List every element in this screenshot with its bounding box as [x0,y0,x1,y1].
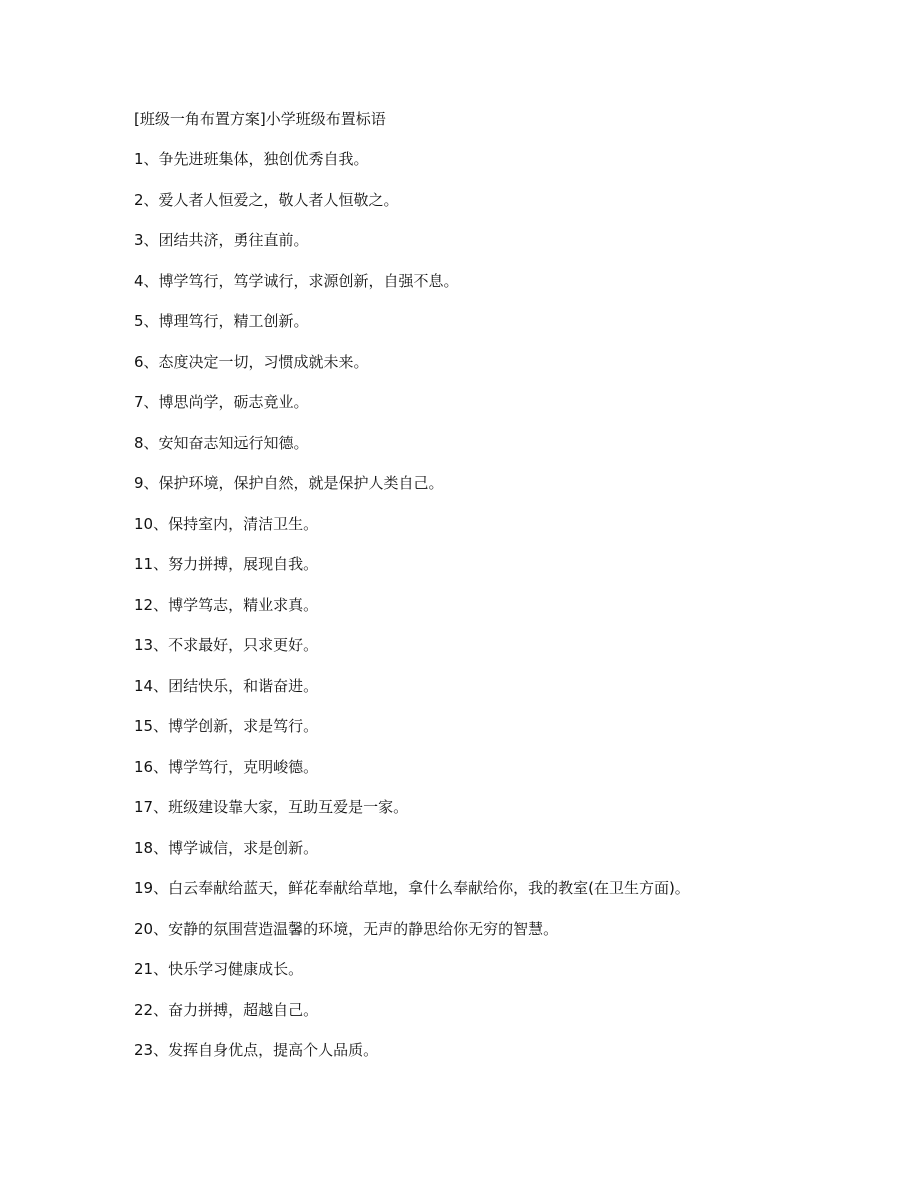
list-item: 23、发挥自身优点，提高个人品质。 [134,1041,379,1059]
list-item: 22、奋力拼搏，超越自己。 [134,1000,319,1019]
list-item: 13、不求最好，只求更好。 [134,636,319,654]
list-item: 20、安静的氛围营造温馨的环境，无声的静思给你无穷的智慧。 [134,919,559,938]
list-item: 12、博学笃志，精业求真。 [134,595,319,614]
list-item: 1、争先进班集体，独创优秀自我。 [134,150,369,168]
list-item: 8、安知奋志知远行知德。 [134,433,309,452]
list-item: 16、博学笃行，克明峻德。 [134,757,319,776]
list-item: 9、保护环境，保护自然，就是保护人类自己。 [134,474,444,492]
list-item: 18、博学诚信，求是创新。 [134,838,319,857]
list-item: 19、白云奉献给蓝天，鲜花奉献给草地，拿什么奉献给你，我的教室(在卫生方面)。 [134,879,690,897]
list-item: 14、团结快乐，和谐奋进。 [134,676,319,695]
list-item: 6、态度决定一切，习惯成就未来。 [134,352,369,371]
list-item: 7、博思尚学，砺志竟业。 [134,393,309,411]
list-item: 5、博理笃行，精工创新。 [134,312,309,330]
list-item: 2、爱人者人恒爱之，敬人者人恒敬之。 [134,190,399,209]
list-item: 3、团结共济，勇往直前。 [134,231,309,249]
list-item: 15、博学创新，求是笃行。 [134,717,319,735]
slogan-list [134,148,690,1080]
document-title: [班级一角布置方案]小学班级布置标语 [134,110,386,128]
list-item: 11、努力拼搏，展现自我。 [134,555,319,573]
list-item: 21、快乐学习健康成长。 [134,960,304,978]
list-item: 17、班级建设靠大家，互助互爱是一家。 [134,798,409,816]
list-item: 4、博学笃行，笃学诚行，求源创新，自强不息。 [134,271,459,290]
list-item: 10、保持室内，清洁卫生。 [134,514,319,533]
